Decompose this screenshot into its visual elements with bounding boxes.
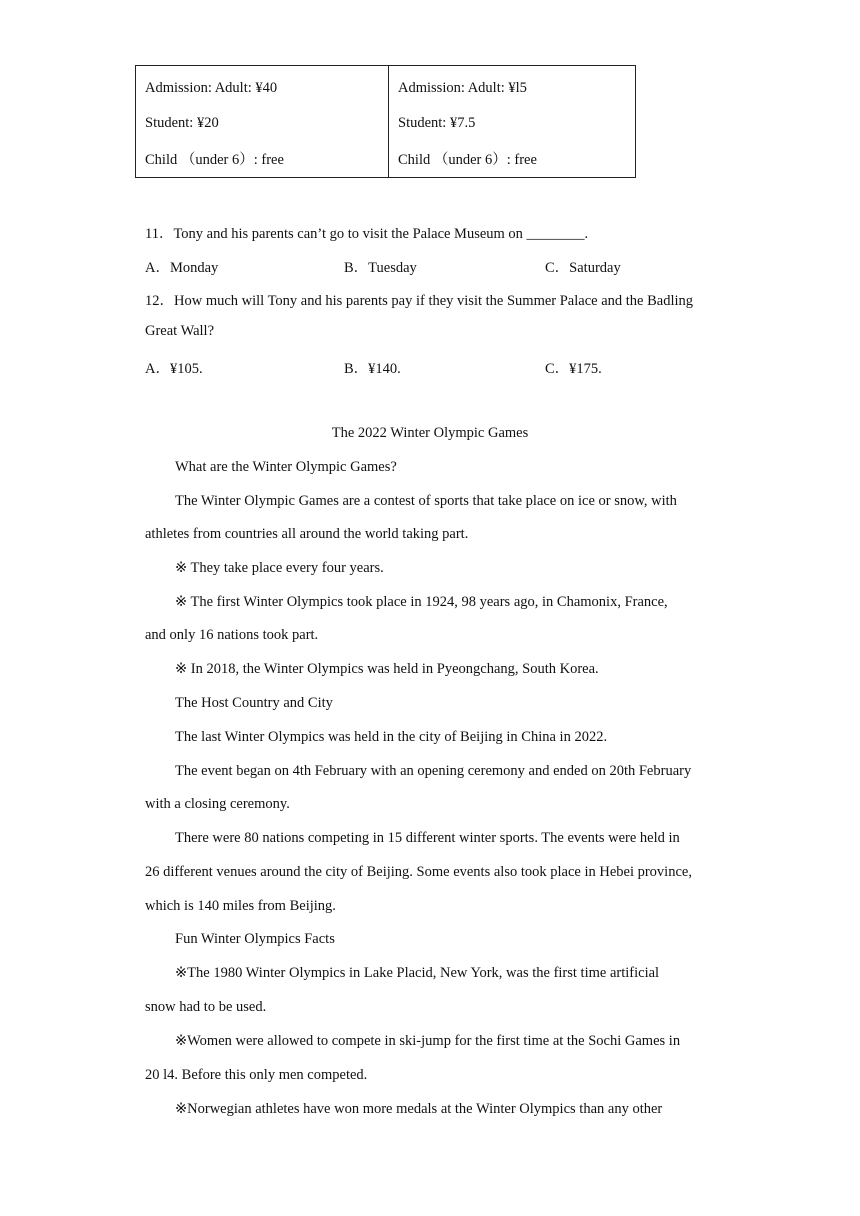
paragraph-line: athletes from countries all around the world taking part. <box>145 526 469 542</box>
paragraph-line: and only 16 nations took part. <box>145 627 319 643</box>
article-title: The 2022 Winter Olympic Games <box>331 425 529 441</box>
question-11-stem: 11．Tony and his parents can’t go to visit the Palace Museum on ________. <box>145 226 589 242</box>
paragraph-line: The Winter Olympic Games are a contest of sports that take place on ice or snow, with <box>175 493 677 509</box>
paragraph-line: with a closing ceremony. <box>145 796 290 812</box>
question-12-option-a: A．¥105. <box>145 361 203 377</box>
paragraph-line: There were 80 nations competing in 15 different winter sports. The events were held in <box>175 830 680 846</box>
section-heading-host: The Host Country and City <box>175 695 333 711</box>
admission-table <box>135 65 636 178</box>
bullet-item: ※ In 2018, the Winter Olympics was held in Pyeongchang, South Korea. <box>175 661 599 677</box>
bullet-item: ※ The first Winter Olympics took place in 1924, 98 years ago, in Chamonix, France, <box>175 594 668 610</box>
bullet-item: ※Women were allowed to compete in ski-jump for the first time at the Sochi Games in <box>175 1033 681 1049</box>
question-12-stem-line-2: Great Wall? <box>145 323 215 339</box>
question-11-option-b: B．Tuesday <box>344 260 417 276</box>
paragraph-line: The event began on 4th February with an opening ceremony and ended on 20th February <box>175 763 692 779</box>
paragraph-line: which is 140 miles from Beijing. <box>145 898 336 914</box>
paragraph-line: 26 different venues around the city of Beijing. Some events also took place in Hebei province, <box>145 864 692 880</box>
paragraph-line: The last Winter Olympics was held in the city of Beijing in China in 2022. <box>175 729 608 745</box>
right-admission-child: Child （under 6）: free <box>398 152 537 168</box>
right-admission-student: Student: ¥7.5 <box>398 115 476 131</box>
question-12-stem-line-1: 12．How much will Tony and his parents pay if they visit the Summer Palace and the Badling <box>145 293 694 309</box>
left-admission-child: Child （under 6）: free <box>145 152 284 168</box>
question-11-option-c: C．Saturday <box>545 260 621 276</box>
question-12-option-b: B．¥140. <box>344 361 401 377</box>
paragraph-line: 20 l4. Before this only men competed. <box>145 1067 368 1083</box>
left-admission-adult: Admission: Adult: ¥40 <box>145 80 278 96</box>
left-admission-student: Student: ¥20 <box>145 115 219 131</box>
table-divider <box>388 66 389 177</box>
question-11-option-a: A．Monday <box>145 260 219 276</box>
question-12-option-c: C．¥175. <box>545 361 602 377</box>
bullet-item: ※The 1980 Winter Olympics in Lake Placid, New York, was the first time artificial <box>175 965 660 981</box>
right-admission-adult: Admission: Adult: ¥l5 <box>398 80 527 96</box>
section-heading-what-are: What are the Winter Olympic Games? <box>175 459 397 475</box>
bullet-item: ※Norwegian athletes have won more medals at the Winter Olympics than any other <box>175 1101 663 1117</box>
paragraph-line: snow had to be used. <box>145 999 267 1015</box>
section-heading-facts: Fun Winter Olympics Facts <box>175 931 335 947</box>
bullet-item: ※ They take place every four years. <box>175 560 384 576</box>
